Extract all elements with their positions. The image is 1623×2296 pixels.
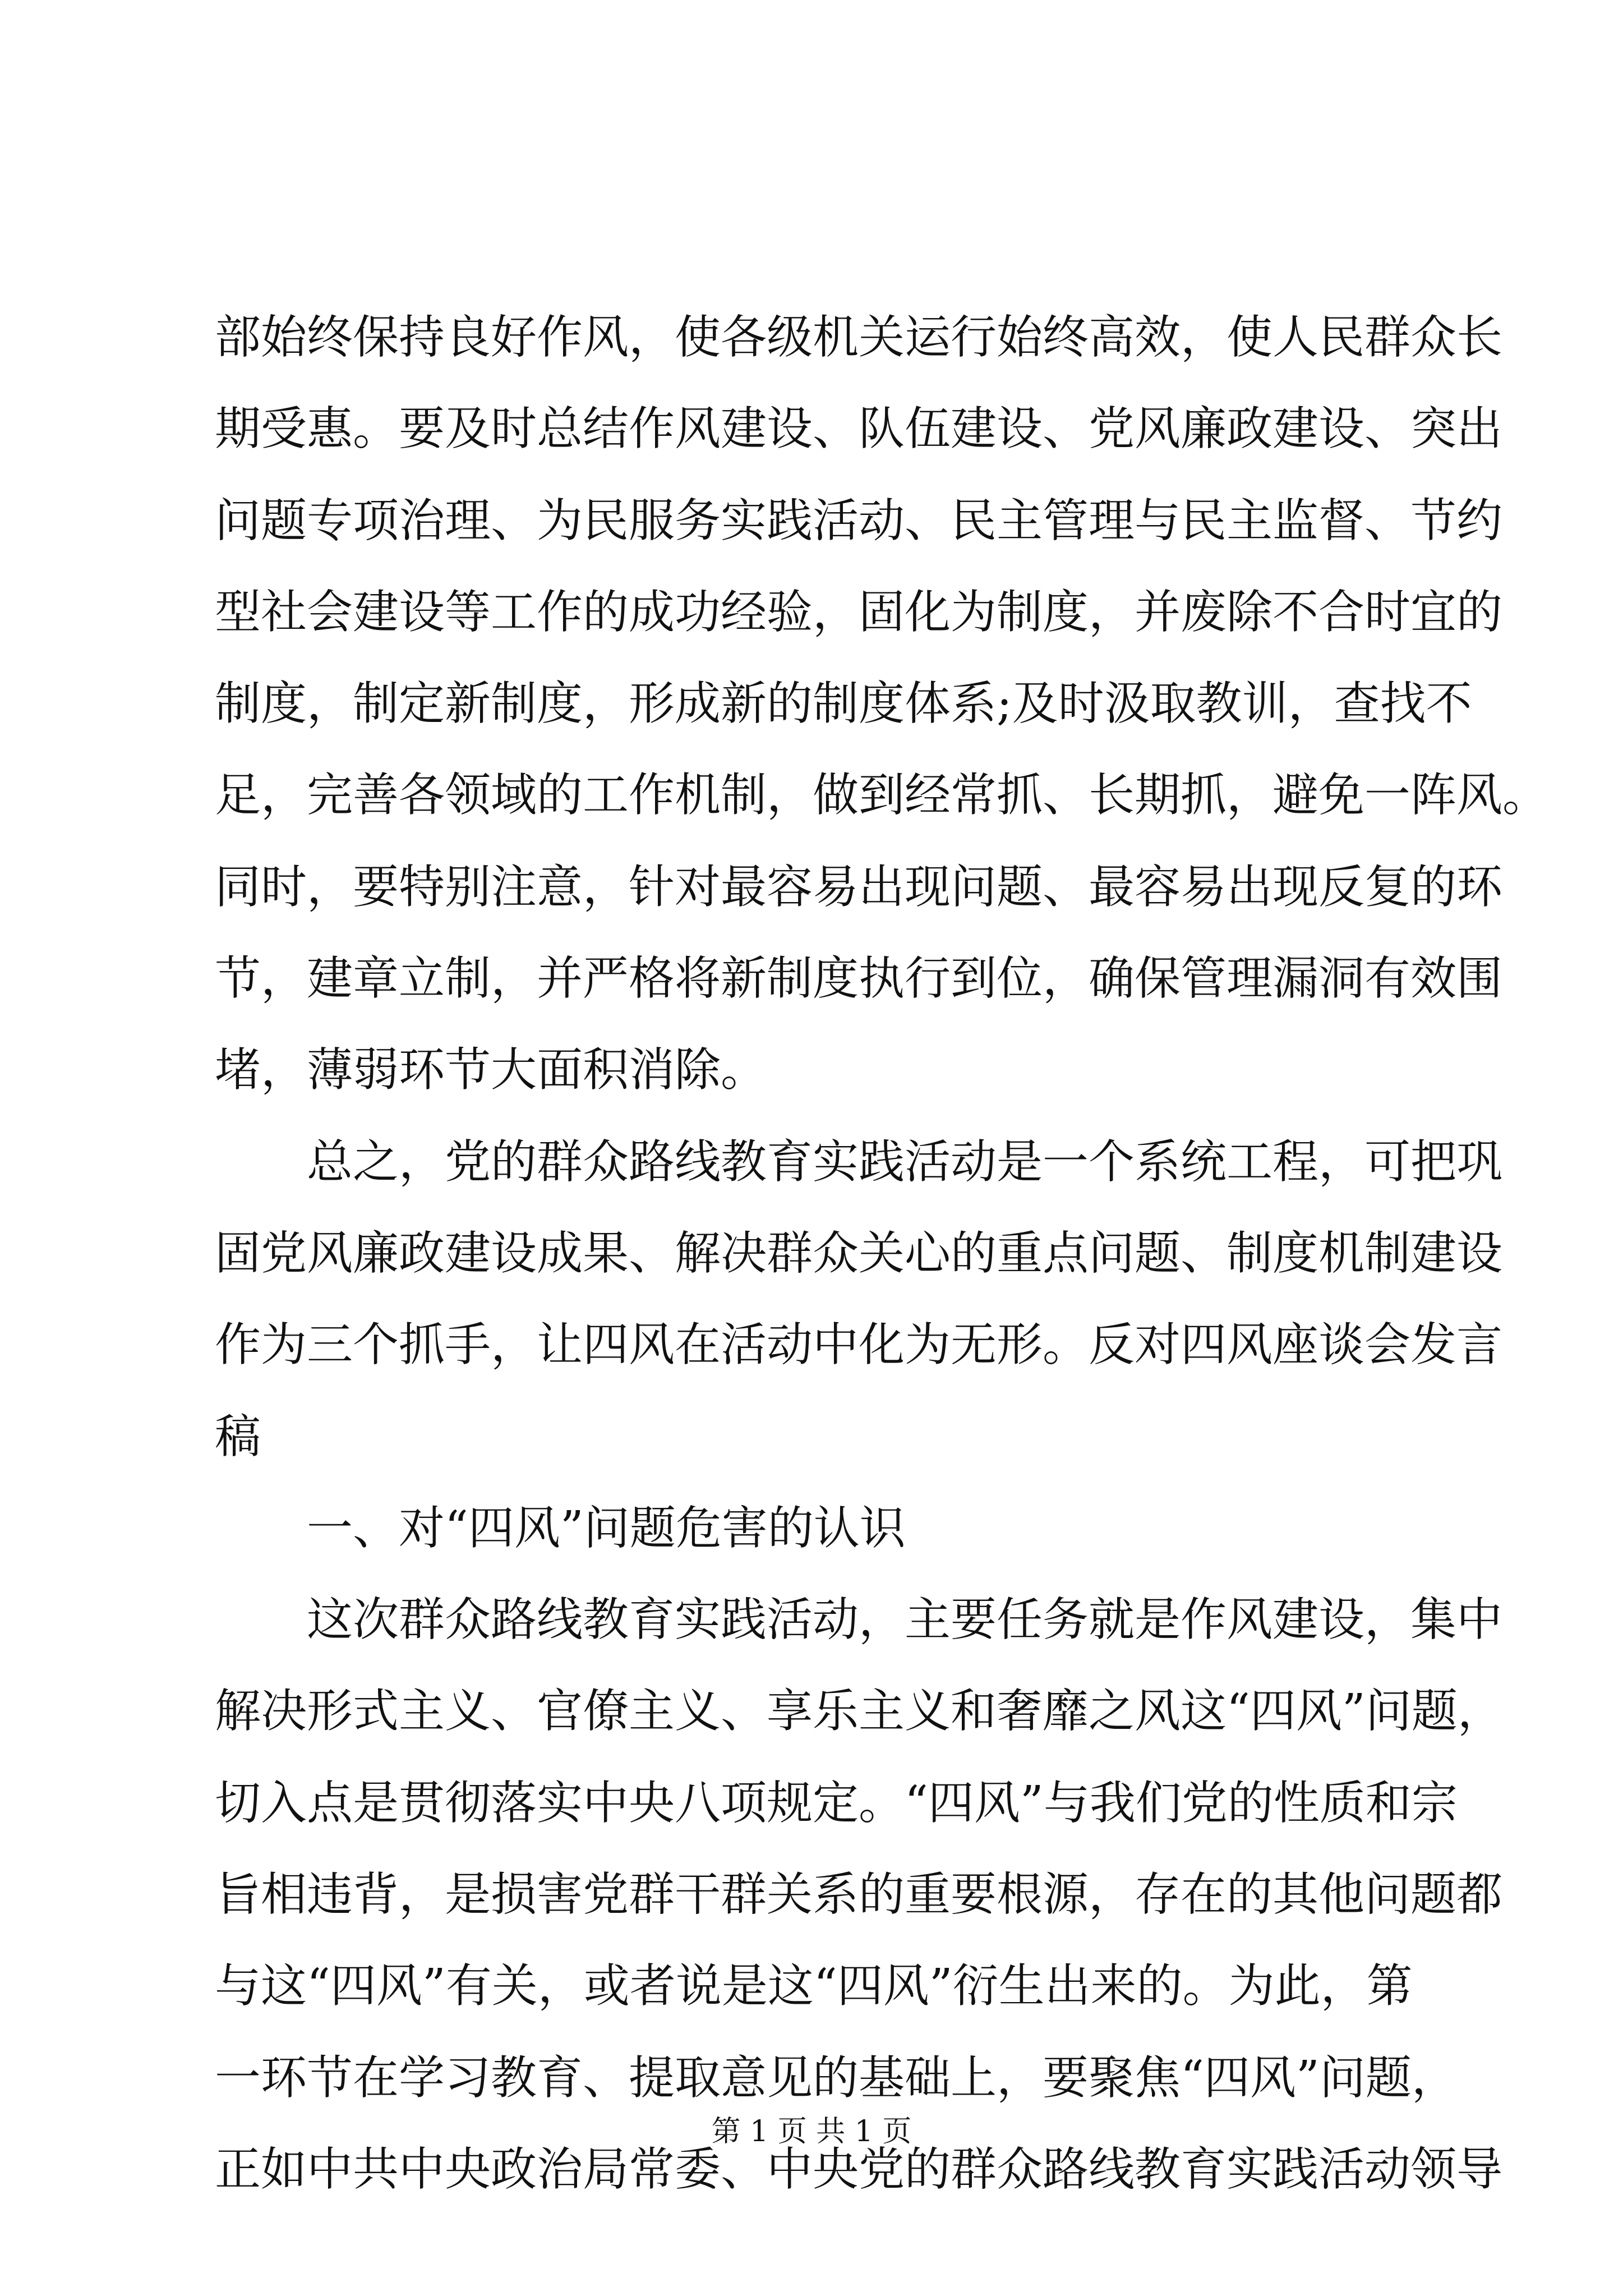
text-line: 一环节在学习教育、提取意见的基础上，要聚焦“四风”问题， — [215, 2051, 1458, 2105]
text-line: 稿 — [215, 1410, 261, 1464]
text-line: 固党风廉政建设成果、解决群众关心的重点问题、制度机制建设 — [215, 1226, 1503, 1280]
text-line: 解决形式主义、官僚主义、享乐主义和奢靡之风这“四风”问题， — [215, 1685, 1504, 1738]
text-line: 旨相违背，是损害党群干群关系的重要根源，存在的其他问题都 — [215, 1868, 1503, 1922]
section-heading: 一、对“四风”问题危害的认识 — [307, 1501, 906, 1555]
text-line: 足，完善各领域的工作机制，做到经常抓、长期抓，避免一阵风。 — [215, 769, 1549, 822]
text-line: 切入点是贯彻落实中央八项规定。“四风”与我们党的性质和宗 — [215, 1776, 1458, 1830]
text-line: 这次群众路线教育实践活动，主要任务就是作风建设，集中 — [307, 1593, 1503, 1647]
text-line: 总之，党的群众路线教育实践活动是一个系统工程，可把巩 — [307, 1135, 1503, 1189]
text-line: 节，建章立制，并严格将新制度执行到位，确保管理漏洞有效围 — [215, 952, 1503, 1006]
text-line: 同时，要特别注意，针对最容易出现问题、最容易出现反复的环 — [215, 860, 1503, 914]
text-line: 堵，薄弱环节大面积消除。 — [215, 1043, 767, 1097]
text-line: 与这“四风”有关，或者说是这“四风”衍生出来的。为此，第 — [215, 1959, 1413, 2013]
text-line: 期受惠。要及时总结作风建设、队伍建设、党风廉政建设、突出 — [215, 402, 1503, 456]
page-footer: 第 1 页 共 1 页 — [711, 2115, 912, 2148]
text-line: 型社会建设等工作的成功经验，固化为制度，并废除不合时宜的 — [215, 585, 1503, 639]
text-line: 作为三个抓手，让四风在活动中化为无形。反对四风座谈会发言 — [215, 1318, 1503, 1372]
body-text — [215, 292, 1549, 2215]
text-line: 正如中共中央政治局常委、中央党的群众路线教育实践活动领导 — [215, 2142, 1503, 2196]
text-line: 制度，制定新制度，形成新的制度体系;及时汲取教训，查找不 — [215, 677, 1472, 731]
text-line: 部始终保持良好作风，使各级机关运行始终高效，使人民群众长 — [215, 311, 1503, 364]
text-line: 问题专项治理、为民服务实践活动、民主管理与民主监督、节约 — [215, 494, 1503, 547]
